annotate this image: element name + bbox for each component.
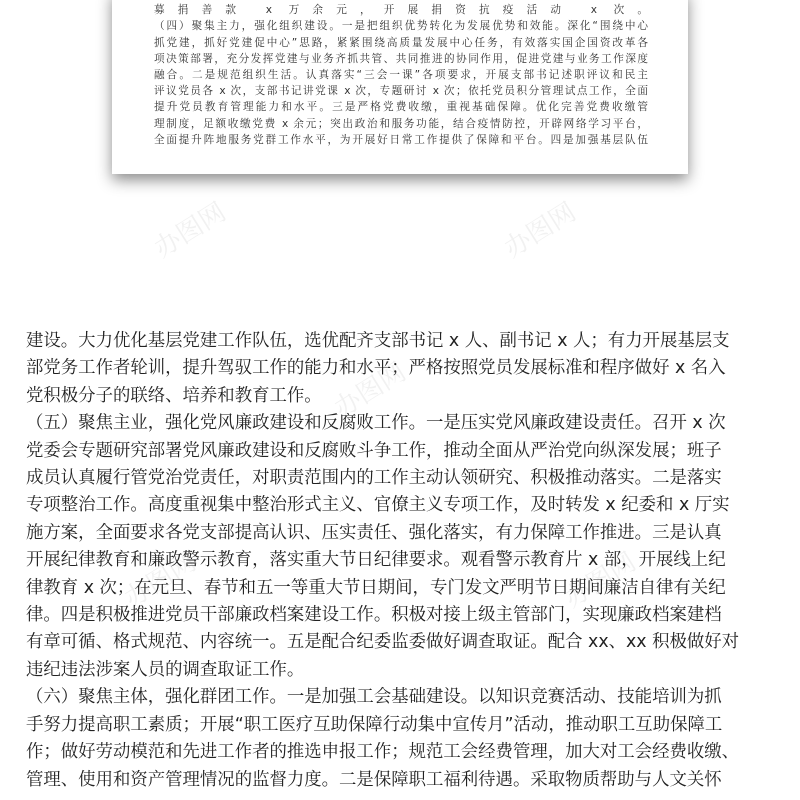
preview-line: 募捐善款 x 万余元，开展捐资抗疫活动 x 次。 <box>154 4 648 17</box>
document-line: 开展纪律教育和廉政警示教育，落实重大节日纪律要求。观看警示教育片 x 部，开展线上纪 <box>26 550 726 571</box>
watermark: 办图网 <box>149 197 232 265</box>
document-body <box>26 328 776 794</box>
document-line: （六）聚焦主体，强化群团工作。一是加强工会基础建设。以知识竞赛活动、技能培训为抓 <box>26 687 722 708</box>
document-line: 成员认真履行管党治党责任，对职责范围内的工作主动认领研究、积极推动落实。二是落实 <box>26 468 722 489</box>
document-line: 管理、使用和资产管理情况的监督力度。二是保障职工福利待遇。采取物质帮助与人文关怀 <box>26 769 722 790</box>
watermark: 办图网 <box>559 547 642 615</box>
preview-fade <box>112 146 688 174</box>
document-line: 施方案，全面要求各党支部提高认识、压实责任、强化落实，有力保障工作推进。三是认真 <box>26 522 722 543</box>
preview-card <box>112 0 688 174</box>
document-line: 党委会专题研究部署党风廉政建设和反腐败斗争工作，推动全面从严治党向纵深发展；班子 <box>26 440 722 461</box>
watermark: 办图网 <box>119 547 202 615</box>
document-line: 违纪违法涉案人员的调查取证工作。 <box>26 659 305 680</box>
watermark: 办图网 <box>499 197 582 265</box>
preview-line: 抓党建，抓好党建促中心”思路，紧紧围绕高质量发展中心任务，有效落实国企国资改革各 <box>154 36 648 49</box>
document-line: 党积极分子的联络、培养和教育工作。 <box>26 385 322 406</box>
document-line: 作；做好劳动模范和先进工作者的推选申报工作；规范工会经费管理，加大对工会经费收缴、 <box>26 742 740 763</box>
preview-line: （四）聚集主力，强化组织建设。一是把组织优势转化为发展优势和效能。深化“围绕中心 <box>154 20 648 33</box>
document-line: 专项整治工作。高度重视集中整治形式主义、官僚主义专项工作，及时转发 x 纪委和 x 厅实 <box>26 495 730 516</box>
preview-line: 理制度，足额收缴党费 x 余元；突出政治和服务功能，结合疫情防控，开辟网络学习平台， <box>154 117 648 130</box>
document-line: 律。四是积极推进党员干部廉政档案建设工作。积极对接上级主管部门，实现廉政档案建档 <box>26 605 722 626</box>
watermark: 办图网 <box>329 357 412 425</box>
document-line: （五）聚焦主业，强化党风廉政建设和反腐败工作。一是压实党风廉政建设责任。召开 x 次 <box>26 413 726 434</box>
preview-line: 提升党员教育管理能力和水平。三是严格党费收缴，重视基础保障。优化完善党费收缴管 <box>154 101 648 114</box>
preview-line: 融合。二是规范组织生活。认真落实“三会一课”各项要求，开展支部书记述职评议和民主 <box>154 69 648 82</box>
document-line: 建设。大力优化基层党建工作队伍，选优配齐支部书记 x 人、副书记 x 人；有力开展基层支 <box>26 331 730 351</box>
document-line: 有章可循、格式规范、内容统一。五是配合纪委监委做好调查取证。配合 xx、xx 积极做好对 <box>26 632 740 653</box>
document-line: 手努力提高职工素质；开展“职工医疗互助保障行动集中宣传月”活动，推动职工互助保障工 <box>26 714 723 735</box>
document-line: 律教育 x 次；在元旦、春节和五一等重大节日期间，专门发文严明节日期间廉洁自律有关纪 <box>26 577 726 598</box>
document-line: 部党务工作者轮训，提升驾驭工作的能力和水平；严格按照党员发展标准和程序做好 x 名入 <box>26 358 726 379</box>
preview-line: 评议党员各 x 次，支部书记讲党课 x 次，专题研讨 x 次；依托党员积分管理试点工作，全面 <box>154 85 648 98</box>
preview-text <box>154 0 648 148</box>
preview-line: 全面提升阵地服务党群工作水平，为开展好日常工作提供了保障和平台。四是加强基层队伍 <box>154 133 648 146</box>
preview-line: 项决策部署，充分发挥党建与业务齐抓共管、共同推进的协同作用，促进党建与业务工作深度 <box>154 52 648 65</box>
